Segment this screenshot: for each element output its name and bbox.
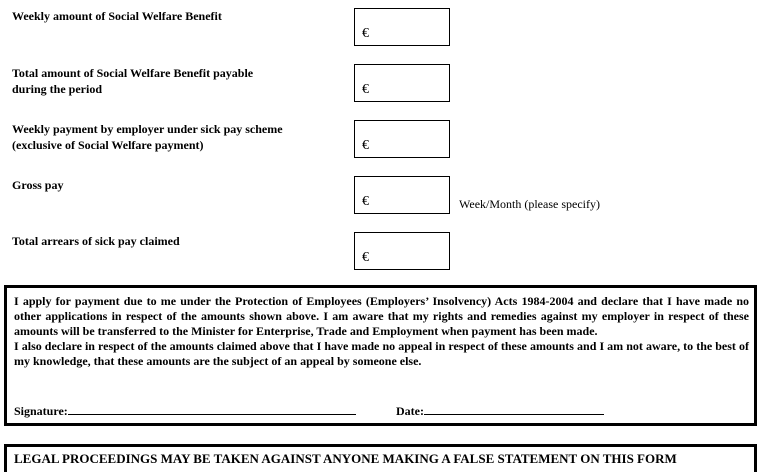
legal-warning-banner: LEGAL PROCEEDINGS MAY BE TAKEN AGAINST ANYONE MAKING A FALSE STATEMENT ON THIS FORM xyxy=(4,444,757,472)
employer-sick-pay-input[interactable] xyxy=(354,120,450,158)
declaration-text xyxy=(14,294,749,369)
euro-sign: € xyxy=(362,82,369,97)
weekly-social-welfare-input[interactable] xyxy=(354,8,450,46)
field-value xyxy=(377,26,445,42)
gross-pay-period-note: Week/Month (please specify) xyxy=(459,197,600,211)
euro-sign: € xyxy=(362,194,369,209)
declaration-paragraph-1: I apply for payment due to me under the Protection of Employees (Employers’ Insolvency) Acts 1984-2004 and declare that I have made no other applications in respect of the amounts shown above. I am aware that my rights and remedies against my employer in respect of these amounts will be transferred to the Minister for Enterprise, Trade and Employment when payment has been made. xyxy=(14,294,749,338)
field-label-total-arrears: Total arrears of sick pay claimed xyxy=(12,234,180,248)
field-label-total-social-welfare: Total amount of Social Welfare Benefit payable during the period xyxy=(12,66,254,96)
field-label-weekly-social-welfare: Weekly amount of Social Welfare Benefit xyxy=(12,9,222,23)
euro-sign: € xyxy=(362,138,369,153)
total-social-welfare-input[interactable] xyxy=(354,64,450,102)
field-value xyxy=(377,194,445,210)
date-label: Date: xyxy=(396,404,424,418)
euro-sign: € xyxy=(362,250,369,265)
total-arrears-input[interactable] xyxy=(354,232,450,270)
signature-field[interactable] xyxy=(68,403,356,415)
euro-sign: € xyxy=(362,26,369,41)
signature-label: Signature: xyxy=(14,404,68,418)
declaration-box xyxy=(4,285,757,426)
signature-row xyxy=(14,403,356,419)
field-label-gross-pay: Gross pay xyxy=(12,178,64,192)
field-value xyxy=(377,138,445,154)
date-row xyxy=(396,403,604,419)
field-value xyxy=(377,82,445,98)
date-field[interactable] xyxy=(424,403,604,415)
field-label-employer-sick-pay: Weekly payment by employer under sick pay scheme (exclusive of Social Welfare payment) xyxy=(12,122,283,152)
declaration-paragraph-2: I also declare in respect of the amounts claimed above that I have made no appeal in respect of these amounts and I am not aware, to the best of my knowledge, that these amounts are the subject of an appeal by someone else. xyxy=(14,339,749,368)
field-value xyxy=(377,250,445,266)
gross-pay-input[interactable] xyxy=(354,176,450,214)
